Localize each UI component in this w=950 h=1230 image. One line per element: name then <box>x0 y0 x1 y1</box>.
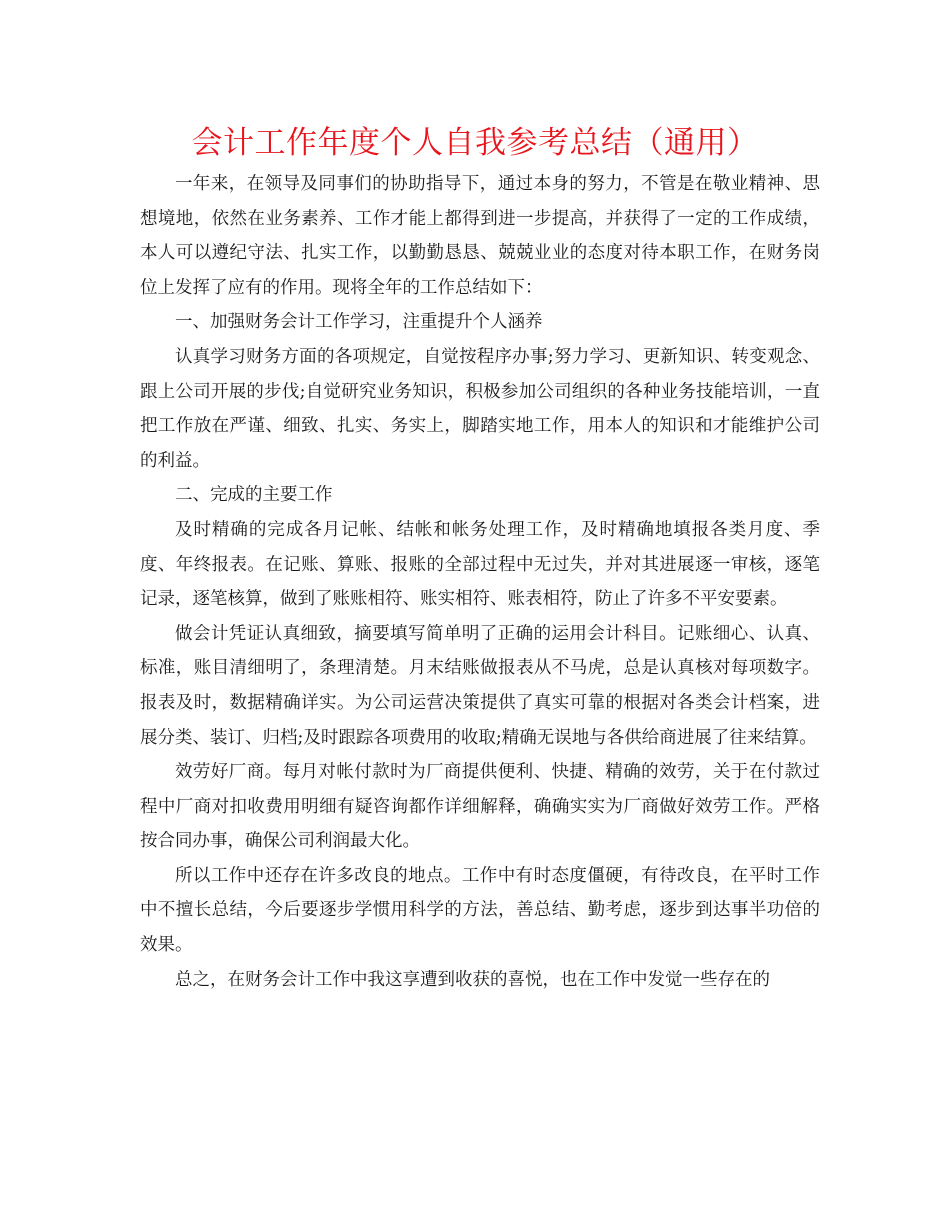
paragraph-intro: 一年来，在领导及同事们的协助指导下，通过本身的努力，不管是在敬业精神、思想境地，依然在业务素养、工作才能上都得到进一步提高，并获得了一定的工作成绩，本人可以遵纪守法、扎实工作，以勤勤恳恳、兢兢业业的态度对待本职工作，在财务岗位上发挥了应有的作用。现将全年的工作总结如下： <box>140 174 820 298</box>
paragraph-vouchers: 做会计凭证认真细致，摘要填写简单明了正确的运用会计科目。记账细心、认真、标准，账目清细明了，条理清楚。月末结账做报表从不马虎，总是认真核对每项数字。报表及时，数据精确详实。为公司运营决策提供了真实可靠的根据对各类会计档案，进展分类、装订、归档;及时跟踪各项费用的收取;精确无误地与各供给商进展了往来结算。 <box>140 623 820 748</box>
paragraph-summary: 总之，在财务会计工作中我这享遭到收获的喜悦，也在工作中发觉一些存在的 <box>175 969 770 990</box>
paragraph-improvement: 所以工作中还存在许多改良的地点。工作中有时态度僵硬，有待改良，在平时工作中不擅长总结，今后要逐步学惯用科学的方法，善总结、勤考虑，逐步到达事半功倍的效果。 <box>140 865 820 956</box>
section-heading-1: 一、加强财务会计工作学习，注重提升个人涵养 <box>175 312 543 333</box>
paragraph-vendor-service: 效劳好厂商。每月对帐付款时为厂商提供便利、快捷、精确的效劳，关于在付款过程中厂商对扣收费用明细有疑咨询都作详细解释，确确实实为厂商做好效劳工作。严格按合同办事，确保公司利润最大化。 <box>140 762 820 852</box>
paragraph-study: 认真学习财务方面的各项规定，自觉按程序办事;努力学习、更新知识、转变观念、跟上公司开展的步伐;自觉研究业务知识，积极参加公司组织的各种业务技能培训，一直把工作放在严谨、细致、扎实、务实上，脚踏实地工作，用本人的知识和才能维护公司的利益。 <box>140 346 820 471</box>
document-body <box>140 167 820 997</box>
section-heading-2: 二、完成的主要工作 <box>175 485 333 506</box>
document-title: 会计工作年度个人自我参考总结（通用） <box>191 125 759 161</box>
paragraph-bookkeeping: 及时精确的完成各月记帐、结帐和帐务处理工作，及时精确地填报各类月度、季度、年终报表。在记账、算账、报账的全部过程中无过失，并对其进展逐一审核，逐笔记录，逐笔核算，做到了账账相符、账实相符、账表相符，防止了许多不平安要素。 <box>140 519 820 610</box>
